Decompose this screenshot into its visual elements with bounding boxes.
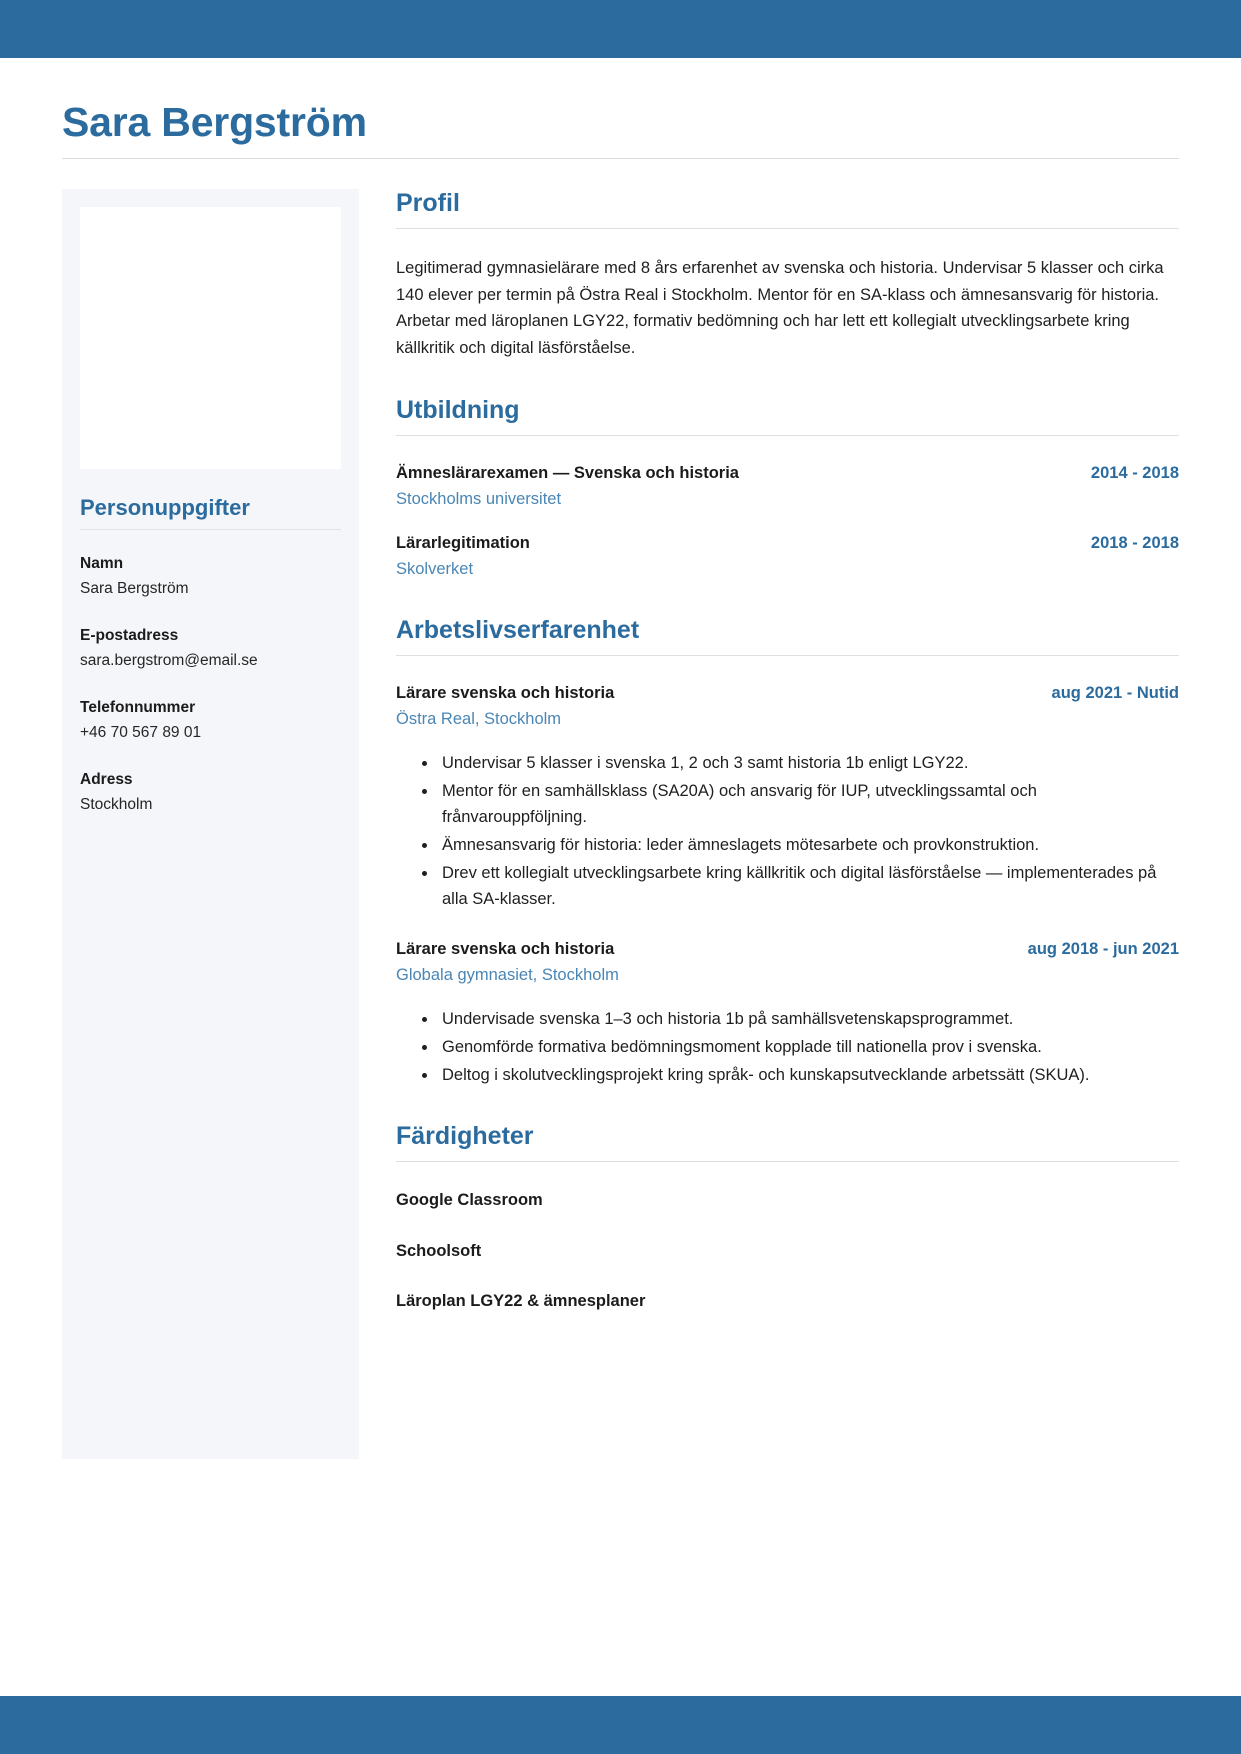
skill-item: Schoolsoft <box>396 1241 482 1260</box>
main-column <box>359 189 1179 1329</box>
education-degree: Ämneslärarexamen — Svenska och historia <box>396 463 739 482</box>
skill-item: Google Classroom <box>396 1191 543 1210</box>
education-institution: Stockholms universitet <box>396 489 562 508</box>
field-value: sara.bergstrom@email.se <box>80 652 258 670</box>
list-item: • Mentor för en samhällsklass (SA20A) och ansvarig för IUP, utvecklingssamtal och frånvarouppföljning. <box>438 778 1179 830</box>
list-item: • Drev ett kollegialt utvecklingsarbete kring källkritik och digital läsförståelse — implementerades på alla SA-klasser. <box>438 860 1179 912</box>
experience-job-title: Lärare svenska och historia <box>396 940 615 959</box>
experience-date: aug 2018 - jun 2021 <box>1027 940 1179 959</box>
personal-field-address <box>80 768 341 818</box>
resume-content <box>0 58 1241 1696</box>
section-skills <box>396 1122 1179 1322</box>
field-label: Telefonnummer <box>80 699 196 716</box>
experience-employer: Globala gymnasiet, Stockholm <box>396 966 619 985</box>
experience-entry <box>396 938 1179 1088</box>
education-date: 2018 - 2018 <box>1090 533 1179 552</box>
education-entry-head <box>396 462 1179 485</box>
personal-field-name <box>80 552 341 602</box>
education-entry <box>396 532 1179 582</box>
list-item: • Genomförde formativa bedömningsmoment kopplade till nationella prov i svenska. <box>438 1034 1179 1060</box>
education-institution: Skolverket <box>396 559 474 578</box>
page-title: Sara Bergström <box>62 99 367 145</box>
section-title-education: Utbildning <box>396 396 1179 436</box>
section-experience <box>396 616 1179 1089</box>
bottom-accent-bar <box>0 1696 1241 1754</box>
education-degree: Lärarlegitimation <box>396 533 530 552</box>
personal-field-email <box>80 624 341 674</box>
field-value: +46 70 567 89 01 <box>80 724 202 742</box>
profile-photo-placeholder <box>80 207 341 469</box>
sidebar-heading-personal-details: Personuppgifter <box>80 495 341 530</box>
list-item: • Ämnesansvarig för historia: leder ämneslagets mötesarbete och provkonstruktion. <box>438 832 1179 858</box>
profile-summary-text: Legitimerad gymnasielärare med 8 års erfarenhet av svenska och historia. Undervisar 5 klasser och cirka 140 elever per termin på Östra Real i Stockholm. Mentor för en SA-klass och ämnesansvarig för historia. Arbetar med läroplanen LGY22, formativ bedömning och har lett ett kollegialt utvecklingsarbete kring källkritik och digital läsförståelse. <box>396 258 1164 358</box>
field-label: E-postadress <box>80 626 179 644</box>
top-accent-bar <box>0 0 1241 58</box>
list-item: • Deltog i skolutvecklingsprojekt kring språk- och kunskapsutvecklande arbetssätt (SKUA). <box>438 1062 1179 1088</box>
skill-item: Läroplan LGY22 & ämnesplaner <box>396 1291 646 1310</box>
sidebar <box>62 189 359 1459</box>
experience-bullet-list <box>396 1006 1179 1088</box>
experience-entry-head <box>396 682 1179 705</box>
experience-entry <box>396 682 1179 912</box>
field-label: Adress <box>80 771 133 789</box>
list-item: • Undervisade svenska 1–3 och historia 1b på samhällsvetenskapsprogrammet. <box>438 1006 1179 1032</box>
two-column-layout <box>62 189 1179 1459</box>
experience-bullet-list <box>396 750 1179 912</box>
section-title-profile: Profil <box>396 189 1179 229</box>
experience-entry-head <box>396 938 1179 961</box>
education-entry-head <box>396 532 1179 555</box>
education-date: 2014 - 2018 <box>1090 463 1179 482</box>
section-profile <box>396 189 1179 362</box>
experience-job-title: Lärare svenska och historia <box>396 683 615 702</box>
field-label: Namn <box>80 554 124 572</box>
list-item: • Undervisar 5 klasser i svenska 1, 2 och 3 samt historia 1b enligt LGY22. <box>438 750 1179 776</box>
personal-field-phone <box>80 696 341 746</box>
experience-employer: Östra Real, Stockholm <box>396 709 562 728</box>
section-title-experience: Arbetslivserfarenhet <box>396 616 1179 656</box>
name-header <box>62 58 1179 159</box>
section-title-skills: Färdigheter <box>396 1122 1179 1162</box>
experience-date: aug 2021 - Nutid <box>1051 683 1179 702</box>
field-value: Stockholm <box>80 796 153 814</box>
education-entry <box>396 462 1179 512</box>
field-value: Sara Bergström <box>80 580 189 598</box>
section-education <box>396 396 1179 582</box>
